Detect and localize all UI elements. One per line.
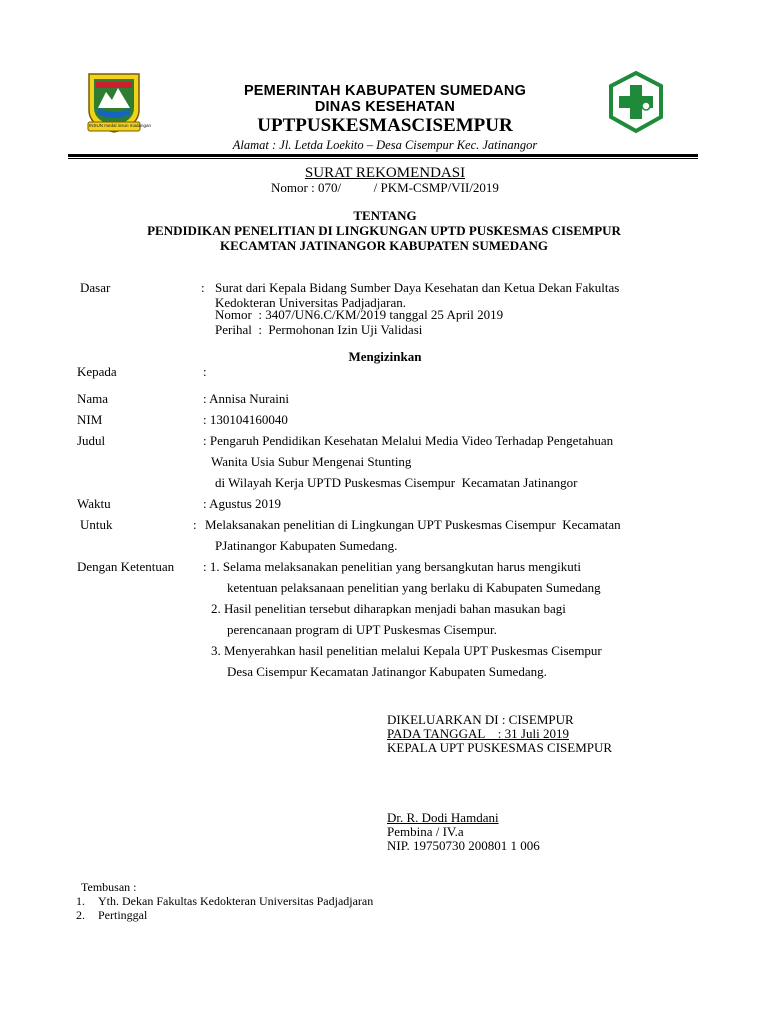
nim-label: NIM bbox=[77, 412, 103, 427]
header-rule-thin bbox=[68, 158, 698, 159]
kepada-value: : bbox=[203, 364, 207, 379]
kepada-label: Kepada bbox=[77, 364, 117, 379]
untuk-line: PJatinangor Kabupaten Sumedang. bbox=[215, 538, 398, 553]
agency-title: DINAS KESEHATAN bbox=[314, 99, 456, 115]
office-address: Alamat : Jl. Letda Loekito – Desa Cisempur Kec. Jatinangor bbox=[232, 138, 538, 152]
issued-position: KEPALA UPT PUSKESMAS CISEMPUR bbox=[387, 740, 613, 755]
tentang-label: TENTANG bbox=[353, 208, 417, 223]
waktu-label: Waktu bbox=[77, 496, 111, 511]
signer-rank: Pembina / IV.a bbox=[387, 824, 464, 839]
government-title: PEMERINTAH KABUPATEN SUMEDANG bbox=[243, 83, 527, 99]
dasar-colon: : bbox=[201, 280, 205, 295]
dasar-line: Kedokteran Universitas Padjadjaran. bbox=[215, 295, 406, 310]
nim-value: : 130104160040 bbox=[203, 412, 288, 427]
tembusan-label: Tembusan : bbox=[81, 880, 137, 894]
nama-value: : Annisa Nuraini bbox=[203, 391, 289, 406]
office-title: UPTPUSKESMASCISEMPUR bbox=[257, 115, 513, 136]
tentang-line1: PENDIDIKAN PENELITIAN DI LINGKUNGAN UPTD PUSKESMAS CISEMPUR bbox=[147, 223, 621, 238]
header-rule-thick bbox=[68, 154, 698, 157]
issued-date: PADA TANGGAL : 31 Juli 2019 bbox=[387, 726, 569, 741]
letter-heading: SURAT REKOMENDASI bbox=[304, 165, 466, 181]
ketentuan-label: Dengan Ketentuan bbox=[77, 559, 175, 574]
waktu-value: : Agustus 2019 bbox=[203, 496, 282, 511]
crest-motto: INSUN medal insun madangan bbox=[89, 123, 152, 128]
tembusan-item-text: Pertinggal bbox=[98, 908, 148, 922]
untuk-label: Untuk bbox=[80, 517, 113, 532]
signer-nip: NIP. 19750730 200801 1 006 bbox=[387, 838, 540, 853]
ketentuan-line: perencanaan program di UPT Puskesmas Cisempur. bbox=[227, 622, 497, 637]
signer-name: Dr. R. Dodi Hamdani bbox=[387, 810, 499, 825]
dasar-line: Nomor : 3407/UN6.C/KM/2019 tanggal 25 April 2019 bbox=[215, 307, 504, 322]
ketentuan-line: : 1. Selama melaksanakan penelitian yang bersangkutan harus mengikuti bbox=[203, 559, 581, 574]
ketentuan-line: 2. Hasil penelitian tersebut diharapkan menjadi bahan masukan bagi bbox=[211, 601, 566, 616]
judul-line: di Wilayah Kerja UPTD Puskesmas Cisempur Kecamatan Jatinangor bbox=[215, 475, 578, 490]
tembusan-item-text: Yth. Dekan Fakultas Kedokteran Universitas Padjadjaran bbox=[98, 894, 374, 908]
ketentuan-line: 3. Menyerahkan hasil penelitian melalui Kepala UPT Puskesmas Cisempur bbox=[211, 643, 602, 658]
untuk-colon: : bbox=[193, 517, 197, 532]
judul-line: : Pengaruh Pendidikan Kesehatan Melalui Media Video Terhadap Pengetahuan bbox=[203, 433, 614, 448]
ketentuan-line: ketentuan pelaksanaan penelitian yang berlaku di Kabupaten Sumedang bbox=[227, 580, 601, 595]
nama-label: Nama bbox=[77, 391, 109, 406]
dasar-line: Surat dari Kepala Bidang Sumber Daya Kesehatan dan Ketua Dekan Fakultas bbox=[215, 280, 620, 295]
untuk-line: Melaksanakan penelitian di Lingkungan UPT Puskesmas Cisempur Kecamatan bbox=[205, 517, 621, 532]
judul-label: Judul bbox=[77, 433, 106, 448]
letter-number: Nomor : 070/ / PKM-CSMP/VII/2019 bbox=[271, 180, 499, 195]
judul-line: Wanita Usia Subur Mengenai Stunting bbox=[211, 454, 412, 469]
mengizinkan-label: Mengizinkan bbox=[348, 349, 422, 364]
dasar-line: Perihal : Permohonan Izin Uji Validasi bbox=[215, 322, 423, 337]
dasar-label: Dasar bbox=[80, 280, 111, 295]
tembusan-item-num: 2. bbox=[76, 908, 85, 922]
issued-place: DIKELUARKAN DI : CISEMPUR bbox=[387, 712, 574, 727]
ketentuan-line: Desa Cisempur Kecamatan Jatinangor Kabupaten Sumedang. bbox=[227, 664, 547, 679]
tentang-line2: KECAMTAN JATINANGOR KABUPATEN SUMEDANG bbox=[219, 238, 548, 253]
tembusan-item-num: 1. bbox=[76, 894, 85, 908]
